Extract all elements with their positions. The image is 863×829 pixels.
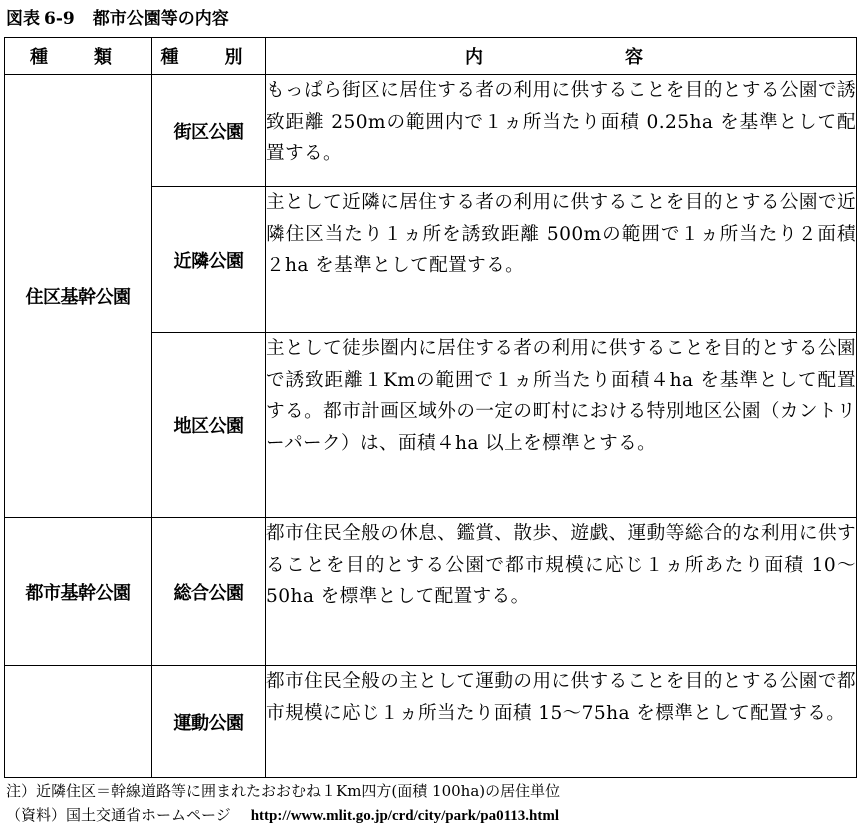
header-row (5, 38, 857, 75)
kind-cell: 街区公園 (152, 75, 266, 187)
category-residential: 住区基幹公園 (5, 75, 152, 518)
caption-title: 都市公園等の内容 (92, 9, 229, 29)
table-row (5, 666, 857, 778)
caption-label: 図表 (6, 9, 40, 29)
park-table (4, 37, 857, 778)
category-city: 都市基幹公園 (5, 518, 152, 666)
table-caption (6, 4, 229, 29)
header-type: 種 類 (5, 38, 152, 75)
source-line (6, 804, 559, 825)
source-url: http://www.mlit.go.jp/crd/city/park/pa0113.html (250, 808, 560, 824)
table-row (5, 518, 857, 666)
description-cell (266, 666, 857, 778)
kind-cell: 近隣公園 (152, 187, 266, 333)
kind-cell: 総合公園 (152, 518, 266, 666)
kind-cell: 地区公園 (152, 333, 266, 518)
description-text: もっぱら街区に居住する者の利用に供することを目的とする公園で誘致距離 250mの範囲内で１ヵ所当たり面積 0.25ha を基準として配置する。 (266, 80, 856, 165)
description-cell (266, 75, 857, 187)
description-cell (266, 187, 857, 333)
caption-number: 6-9 (44, 9, 75, 29)
description-cell (266, 518, 857, 666)
kind-cell: 運動公園 (152, 666, 266, 778)
footnote: 注）近隣住区＝幹線道路等に囲まれたおおむね１Km四方(面積 100ha)の居住単位 (6, 782, 561, 800)
source-label: （資料）国土交通省ホームページ (6, 806, 231, 824)
description-text: 主として近隣に居住する者の利用に供することを目的とする公園で近隣住区当たり１ヵ所を誘致距離 500mの範囲で１ヵ所当たり２面積２ha を基準として配置する。 (266, 192, 856, 277)
header-content: 内 容 (266, 38, 857, 75)
description-text: 主として徒歩圏内に居住する者の利用に供することを目的とする公園で誘致距離１Kmの範囲で１ヵ所当たり面積４ha を基準として配置する。都市計画区域外の一定の町村における特別地区公園（カントリーパーク）は、面積４ha 以上を標準とする。 (266, 338, 856, 454)
category-empty (5, 666, 152, 778)
description-text: 都市住民全般の主として運動の用に供することを目的とする公園で都市規模に応じ１ヵ所当たり面積 15～75ha を標準として配置する。 (266, 671, 856, 724)
header-kind: 種 別 (152, 38, 266, 75)
description-cell (266, 333, 857, 518)
table-row (5, 75, 857, 187)
description-text: 都市住民全般の休息、鑑賞、散歩、遊戯、運動等総合的な利用に供することを目的とする公園で都市規模に応じ１ヵ所あたり面積 10～50ha を標準として配置する。 (266, 523, 856, 608)
